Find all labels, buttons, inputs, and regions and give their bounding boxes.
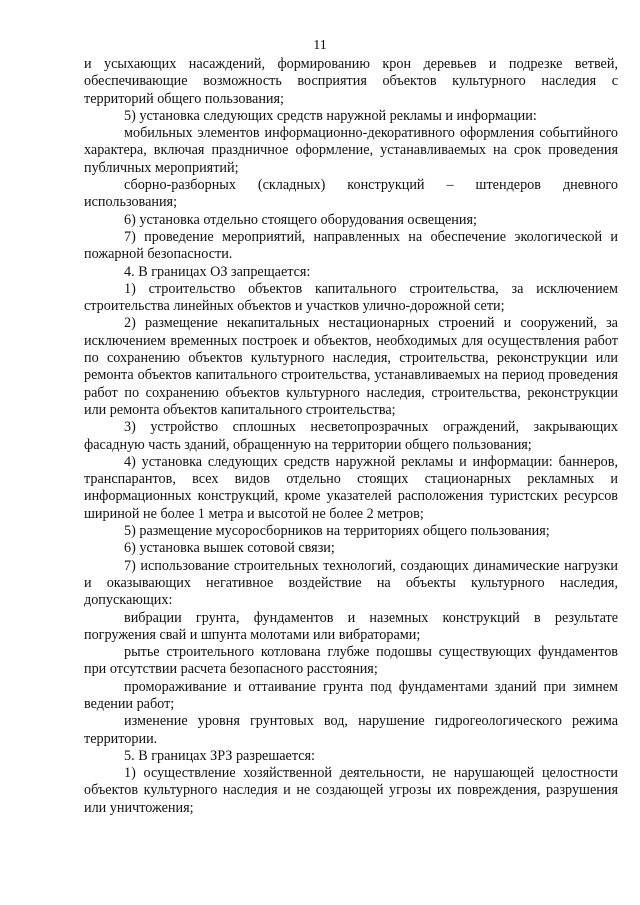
paragraph: 1) осуществление хозяйственной деятельности, не нарушающей целостности объектов культурного наследия и не создающей угрозы их повреждения, разрушения или уничтожения;	[84, 765, 618, 816]
paragraph: сборно-разборных (складных) конструкций – штендеров дневного использования;	[84, 177, 618, 211]
paragraph: рытье строительного котлована глубже подошвы существующих фундаментов при отсутствии расчета безопасного расстояния;	[84, 644, 618, 678]
page-number: 11	[313, 38, 327, 53]
paragraph: 5) установка следующих средств наружной рекламы и информации:	[124, 107, 537, 124]
paragraph: 3) устройство сплошных несветопрозрачных ограждений, закрывающих фасадную часть зданий, обращенную на территории общего пользования;	[84, 419, 618, 453]
paragraph: промораживание и оттаивание грунта под фундаментами зданий при зимнем ведении работ;	[84, 678, 618, 712]
paragraph: 4) установка следующих средств наружной рекламы и информации: баннеров, транспарантов, всех видов отдельно стоящих стационарных рекламных и информационных конструкций, кроме указателей расположения туристских ресурсов шириной не более 1 метра и высотой не более 2 метров;	[84, 453, 618, 522]
paragraph: и усыхающих насаждений, формированию крон деревьев и подрезке ветвей, обеспечивающие возможность восприятия объектов культурного наследия с территорий общего пользования;	[84, 56, 618, 107]
paragraph: вибрации грунта, фундаментов и наземных конструкций в результате погружения свай и шпунта молотами или вибраторами;	[84, 609, 618, 643]
section-heading: 5. В границах ЗРЗ разрешается:	[124, 747, 315, 764]
document-body	[84, 56, 618, 817]
paragraph: изменение уровня грунтовых вод, нарушение гидрогеологического режима территории.	[84, 713, 618, 747]
paragraph: мобильных элементов информационно-декоративного оформления событийного характера, включая праздничное оформление, устанавливаемых на срок проведения публичных мероприятий;	[84, 125, 618, 176]
paragraph: 7) использование строительных технологий, создающих динамические нагрузки и оказывающих негативное воздействие на объекты культурного наследия, допускающих:	[84, 557, 618, 609]
paragraph: 6) установка отдельно стоящего оборудования освещения;	[124, 211, 477, 228]
paragraph: 7) проведение мероприятий, направленных на обеспечение экологической и пожарной безопасности.	[84, 228, 618, 263]
paragraph: 6) установка вышек сотовой связи;	[124, 540, 335, 557]
paragraph: 2) размещение некапитальных нестационарных строений и сооружений, за исключением временных построек и объектов, необходимых для осуществления работ по сохранению объектов культурного наследия, строительства, реконструкции или ремонта объектов капитального строительства, устанавливаемых на период проведения работ по сохранению объектов культурного наследия, строительства, реконструкции или ремонта объектов капитального строительства;	[84, 315, 618, 418]
paragraph: 5) размещение мусоросборников на территориях общего пользования;	[124, 523, 550, 540]
paragraph: 1) строительство объектов капитального строительства, за исключением строительства линейных объектов и участков улично-дорожной сети;	[84, 280, 618, 315]
section-heading: 4. В границах ОЗ запрещается:	[124, 263, 311, 280]
